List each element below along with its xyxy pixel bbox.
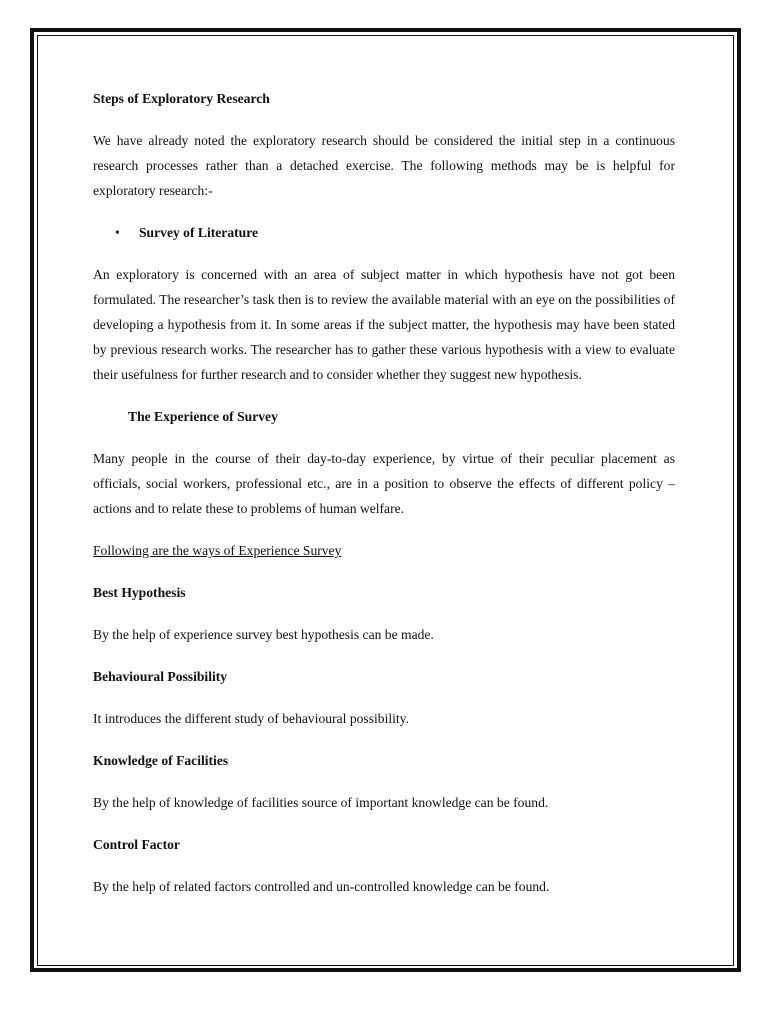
document-page: [93, 86, 675, 916]
ways-heading: Following are the ways of Experience Survey: [93, 543, 342, 558]
experience-of-survey-paragraph: Many people in the course of their day-to-day experience, by virtue of their peculiar placement as officials, social workers, professional etc., are in a position to observe the effects of different policy –actions and to relate these to problems of human welfare.: [93, 451, 675, 516]
intro-paragraph: We have already noted the exploratory research should be considered the initial step in a continuous research processes rather than a detached exercise. The following methods may be is helpful for exploratory research:-: [93, 133, 675, 198]
section-heading-survey-of-literature: Survey of Literature: [139, 225, 259, 240]
way-heading-knowledge-of-facilities: Knowledge of Facilities: [93, 753, 229, 768]
way-body-control-factor: By the help of related factors controlled and un-controlled knowledge can be found.: [93, 879, 550, 894]
way-body-knowledge-of-facilities: By the help of knowledge of facilities source of important knowledge can be found.: [93, 795, 549, 810]
way-body-best-hypothesis: By the help of experience survey best hypothesis can be made.: [93, 627, 434, 642]
way-heading-best-hypothesis: Best Hypothesis: [93, 585, 186, 600]
bullet-icon: •: [115, 225, 120, 240]
section-heading-experience-of-survey: The Experience of Survey: [128, 409, 278, 424]
survey-of-literature-paragraph: An exploratory is concerned with an area of subject matter in which hypothesis have not got been formulated. The researcher’s task then is to review the available material with an eye on the possibilities of developing a hypothesis from it. In some areas if the subject matter, the hypothesis may have been stated by previous research works. The researcher has to gather these various hypothesis with a view to evaluate their usefulness for further research and to consider whether they suggest new hypothesis.: [93, 267, 675, 382]
document-title: Steps of Exploratory Research: [93, 91, 270, 106]
way-body-behavioural-possibility: It introduces the different study of behavioural possibility.: [93, 711, 409, 726]
bullet-item-survey-of-literature: [93, 220, 675, 245]
way-heading-control-factor: Control Factor: [93, 837, 180, 852]
way-heading-behavioural-possibility: Behavioural Possibility: [93, 669, 228, 684]
